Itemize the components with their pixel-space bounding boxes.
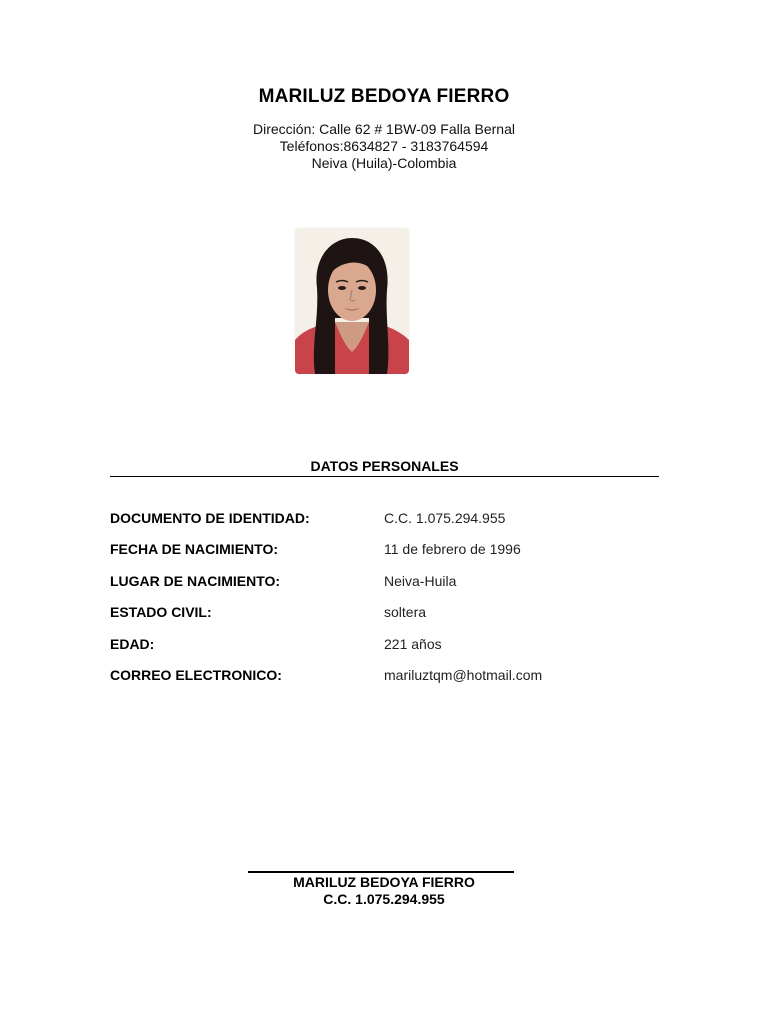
section-title: DATOS PERSONALES xyxy=(310,458,459,474)
contact-block xyxy=(0,121,768,172)
data-row-age xyxy=(110,636,670,667)
data-label: ESTADO CIVIL: xyxy=(110,604,212,621)
profile-photo xyxy=(295,228,409,374)
data-label: EDAD: xyxy=(110,635,155,652)
data-value: mariluztqm@hotmail.com xyxy=(384,666,543,683)
data-label: DOCUMENTO DE IDENTIDAD: xyxy=(110,510,310,526)
phones-line: Teléfonos:8634827 - 3183764594 xyxy=(279,138,489,154)
data-value: 11 de febrero de 1996 xyxy=(384,541,521,558)
data-value: Neiva-Huila xyxy=(384,572,457,589)
signature-line xyxy=(248,871,514,873)
personal-data-list xyxy=(110,510,670,698)
address-line: Dirección: Calle 62 # 1BW-09 Falla Bernal xyxy=(253,121,515,137)
data-row-birth-date xyxy=(110,541,670,572)
data-label: LUGAR DE NACIMIENTO: xyxy=(110,572,281,589)
data-row-civil-status xyxy=(110,604,670,635)
data-value: 221 años xyxy=(384,635,442,652)
data-value: C.C. 1.075.294.955 xyxy=(384,510,506,526)
data-row-email xyxy=(110,667,670,698)
section-divider xyxy=(110,476,659,477)
data-label: CORREO ELECTRONICO: xyxy=(110,666,282,683)
signature-name: MARILUZ BEDOYA FIERRO xyxy=(293,874,475,890)
city-line: Neiva (Huila)-Colombia xyxy=(311,155,457,171)
candidate-name: MARILUZ BEDOYA FIERRO xyxy=(258,86,510,107)
data-value: soltera xyxy=(384,604,427,621)
data-row-birth-place xyxy=(110,573,670,604)
data-label: FECHA DE NACIMIENTO: xyxy=(110,541,278,558)
signature-id: C.C. 1.075.294.955 xyxy=(323,891,445,907)
data-row-document xyxy=(110,510,670,541)
